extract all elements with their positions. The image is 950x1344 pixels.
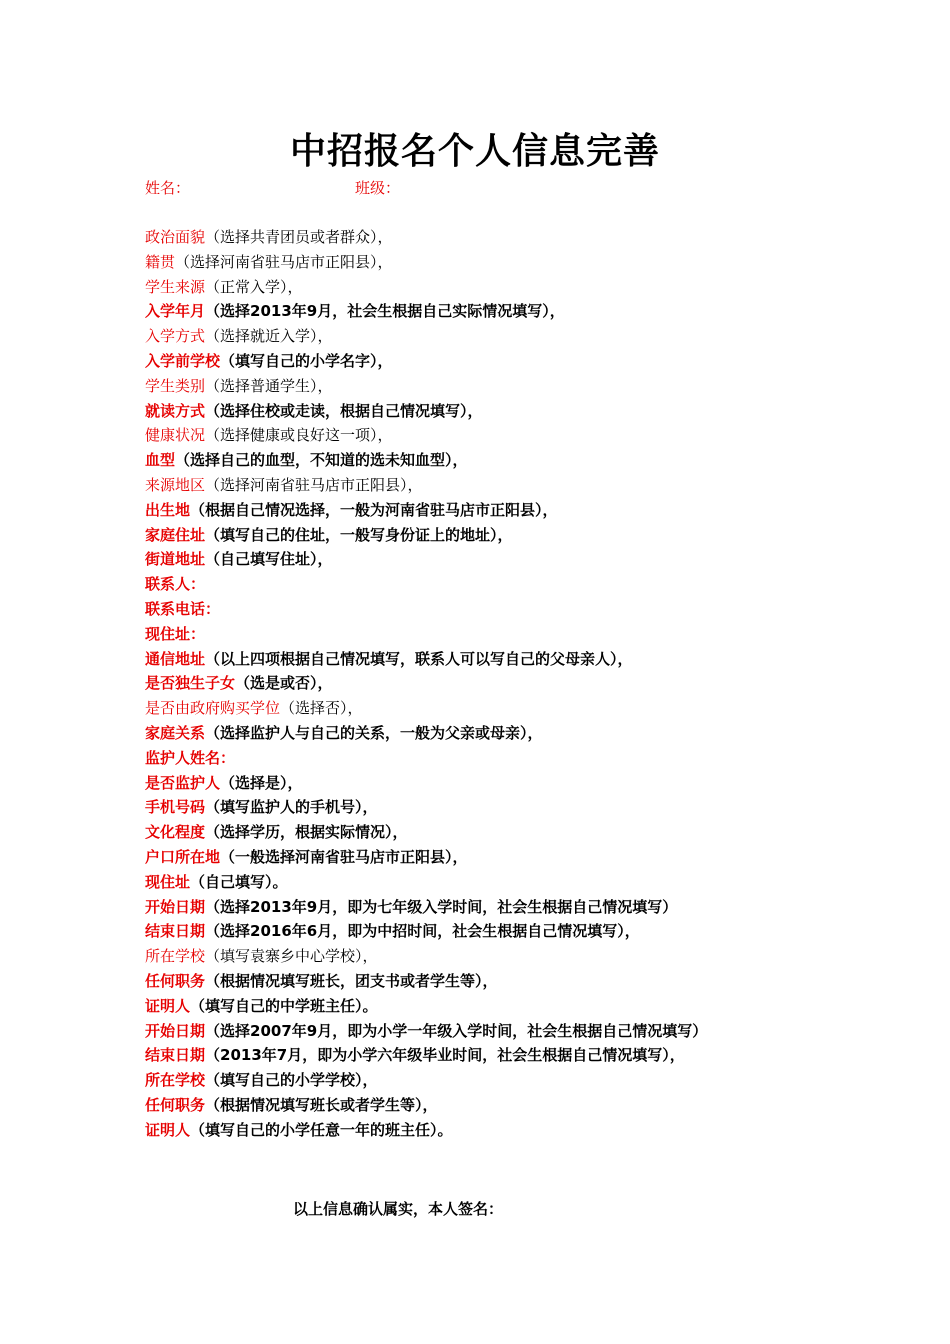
field-row	[145, 671, 865, 696]
field-row	[145, 250, 865, 275]
field-label: 学生来源	[145, 277, 206, 296]
field-row	[145, 845, 865, 870]
field-label: 政治面貌	[145, 228, 206, 246]
field-instruction: （根据情况填写班长，团支书或者学生等），	[205, 971, 498, 990]
name-class-row	[145, 176, 845, 200]
field-label: 家庭住址	[145, 525, 206, 544]
field-instruction: （选择自己的血型，不知道的选未知血型），	[175, 451, 468, 470]
field-instruction: （根据情况填写班长或者学生等），	[205, 1095, 438, 1114]
field-instruction: （根据自己情况选择，一般为河南省驻马店市正阳县），	[190, 500, 558, 519]
field-label: 手机号码	[145, 798, 206, 817]
field-label: 户口所在地	[145, 847, 221, 866]
field-label: 所在学校	[145, 1071, 206, 1090]
field-instruction: （填写自己的小学任意一年的班主任）。	[190, 1120, 453, 1139]
field-label: 出生地	[145, 500, 191, 519]
field-instruction: （选择共青团员或者群众），	[205, 228, 393, 246]
field-row	[145, 1068, 865, 1093]
field-instruction: （填写自己的住址，一般写身份证上的地址），	[205, 525, 513, 544]
field-label: 学生类别	[145, 376, 206, 395]
field-label: 入学方式	[145, 327, 206, 346]
field-row	[145, 771, 865, 796]
field-instruction: （填写自己的中学班主任）。	[190, 996, 378, 1015]
field-row	[145, 1118, 865, 1143]
field-row	[145, 647, 865, 672]
field-row	[145, 399, 865, 424]
field-label: 联系电话：	[145, 599, 221, 618]
field-row	[145, 473, 865, 498]
field-instruction: （选择2007年9月，即为小学一年级入学时间，社会生根据自己情况填写）	[205, 1021, 708, 1040]
field-label: 家庭关系	[145, 723, 206, 742]
field-row	[145, 275, 865, 300]
field-label: 所在学校	[145, 947, 206, 966]
field-label: 通信地址	[145, 649, 206, 668]
signature-line: 以上信息确认属实，本人签名：	[293, 1200, 504, 1218]
field-instruction: （填写袁寨乡中心学校），	[205, 947, 378, 966]
field-row	[145, 1043, 865, 1068]
field-label: 是否由政府购买学位	[145, 699, 281, 718]
field-instruction: （选择普通学生），	[205, 376, 333, 395]
field-row	[145, 795, 865, 820]
field-instruction: （选择否），	[280, 699, 363, 718]
field-label: 入学前学校	[145, 351, 221, 370]
field-label: 监护人姓名：	[145, 748, 236, 767]
field-list	[145, 225, 865, 1142]
field-instruction: （选择学历，根据实际情况），	[205, 823, 408, 842]
field-label: 现住址：	[145, 624, 206, 643]
field-label: 街道地址	[145, 550, 206, 569]
field-instruction: （正常入学），	[205, 277, 303, 296]
field-row	[145, 969, 865, 994]
field-row	[145, 448, 865, 473]
field-instruction: （填写监护人的手机号），	[205, 798, 378, 817]
field-row	[145, 622, 865, 647]
field-label: 健康状况	[145, 426, 206, 445]
field-label: 是否监护人	[145, 773, 221, 792]
field-instruction: （以上四项根据自己情况填写，联系人可以写自己的父母亲人），	[205, 649, 633, 668]
field-instruction: （填写自己的小学名字），	[220, 351, 393, 370]
field-row	[145, 895, 865, 920]
field-label: 血型	[145, 451, 176, 470]
field-row	[145, 746, 865, 771]
field-label: 是否独生子女	[145, 674, 236, 693]
field-instruction: （选择河南省驻马店市正阳县），	[175, 252, 393, 271]
field-row	[145, 324, 865, 349]
field-row	[145, 1019, 865, 1044]
field-row	[145, 225, 865, 250]
field-label: 就读方式	[145, 401, 206, 420]
field-row	[145, 498, 865, 523]
field-instruction: （填写自己的小学学校），	[205, 1071, 378, 1090]
field-label: 开始日期	[145, 1021, 206, 1040]
field-instruction: （一般选择河南省驻马店市正阳县），	[220, 847, 468, 866]
name-label: 姓名：	[145, 179, 191, 197]
field-row	[145, 721, 865, 746]
class-label: 班级：	[355, 179, 401, 197]
field-label: 籍贯	[145, 252, 176, 271]
field-row	[145, 820, 865, 845]
field-instruction: （选择健康或良好这一项），	[205, 426, 393, 445]
field-instruction: （选择住校或走读，根据自己情况填写），	[205, 401, 483, 420]
field-instruction: （选择河南省驻马店市正阳县），	[205, 475, 423, 494]
field-label: 来源地区	[145, 475, 206, 494]
field-instruction: （选择监护人与自己的关系，一般为父亲或母亲），	[205, 723, 543, 742]
field-instruction: （选择2016年6月，即为中招时间，社会生根据自己情况填写），	[205, 922, 640, 941]
field-instruction: （2013年7月，即为小学六年级毕业时间，社会生根据自己情况填写），	[205, 1046, 685, 1065]
field-row	[145, 944, 865, 969]
field-label: 文化程度	[145, 823, 206, 842]
field-label: 现住址	[145, 872, 191, 891]
field-label: 开始日期	[145, 897, 206, 916]
field-row	[145, 870, 865, 895]
field-row	[145, 523, 865, 548]
field-row	[145, 299, 865, 324]
page-title: 中招报名个人信息完善	[289, 131, 660, 172]
field-instruction: （选择是），	[220, 773, 303, 792]
field-instruction: （选择2013年9月，即为七年级入学时间，社会生根据自己情况填写）	[205, 897, 678, 916]
field-row	[145, 423, 865, 448]
field-instruction: （选是或否），	[235, 674, 333, 693]
field-row	[145, 349, 865, 374]
field-instruction: （自己填写住址），	[205, 550, 333, 569]
field-label: 联系人：	[145, 575, 206, 594]
field-row	[145, 696, 865, 721]
field-row	[145, 597, 865, 622]
field-label: 结束日期	[145, 922, 206, 941]
field-row	[145, 994, 865, 1019]
field-instruction: （选择就近入学），	[205, 327, 333, 346]
field-label: 证明人	[145, 996, 191, 1015]
field-row	[145, 547, 865, 572]
field-row	[145, 919, 865, 944]
field-row	[145, 572, 865, 597]
field-instruction: （自己填写）。	[190, 872, 288, 891]
field-label: 任何职务	[145, 1095, 206, 1114]
field-row	[145, 1093, 865, 1118]
field-instruction: （选择2013年9月，社会生根据自己实际情况填写），	[205, 302, 565, 321]
field-row	[145, 374, 865, 399]
field-label: 任何职务	[145, 971, 206, 990]
field-label: 证明人	[145, 1120, 191, 1139]
field-label: 结束日期	[145, 1046, 206, 1065]
field-label: 入学年月	[145, 302, 206, 321]
